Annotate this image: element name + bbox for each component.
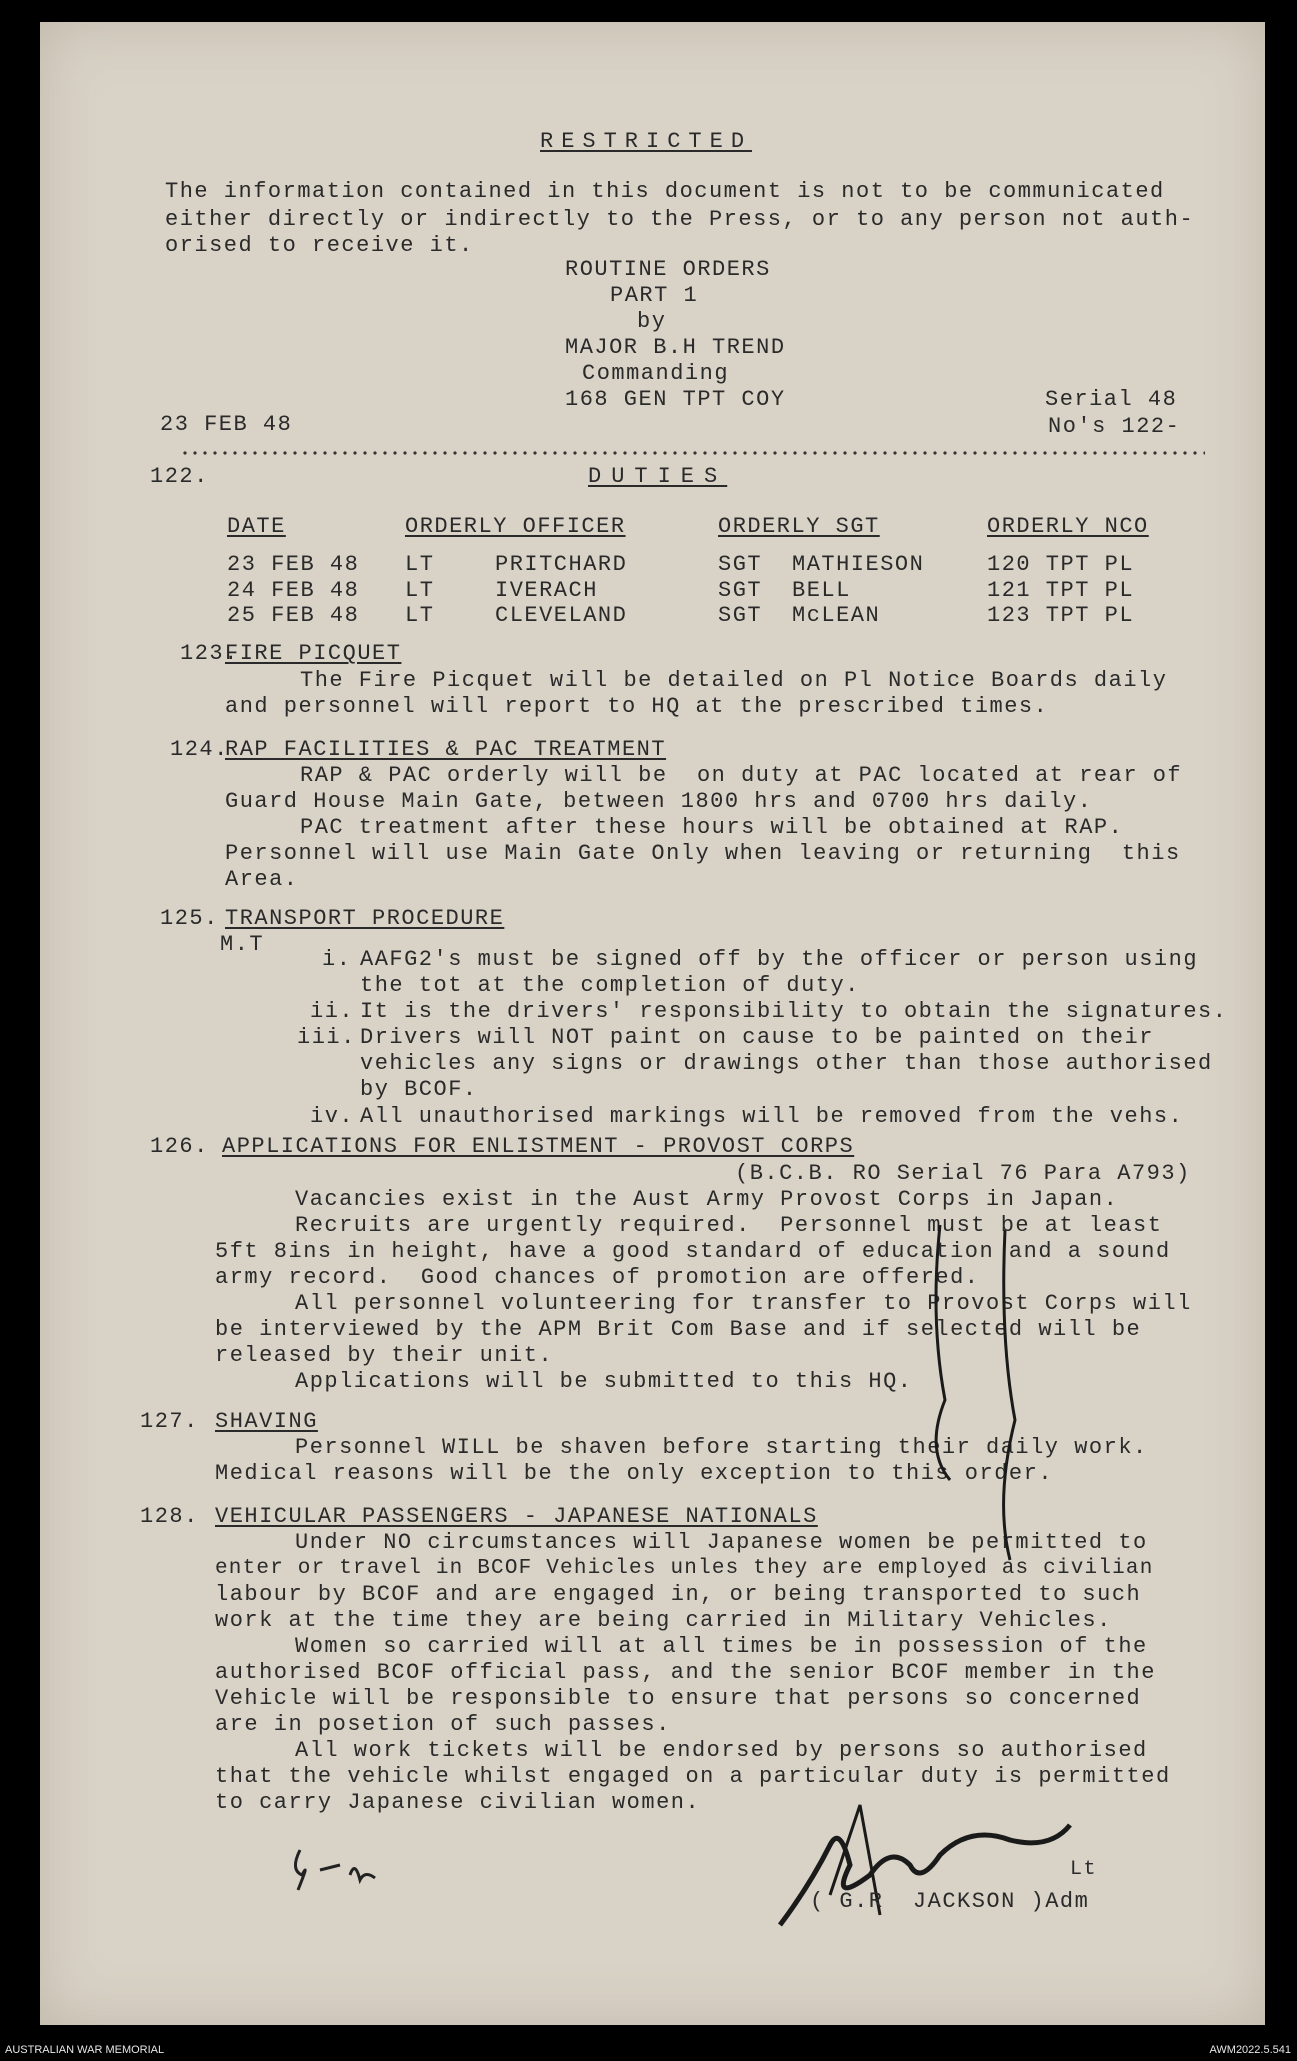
margin-annotation <box>920 1220 1060 1820</box>
order-text: Guard House Main Gate, between 1800 hrs and 0700 hrs daily. <box>225 789 1093 814</box>
order-text: Personnel WILL be shaven before starting their daily work. <box>295 1435 1148 1460</box>
duty-rank: LT <box>405 578 435 603</box>
duty-nco: 120 TPT PL <box>987 552 1135 577</box>
order-text: by BCOF. <box>360 1077 478 1102</box>
duty-sgt-rank: SGT <box>718 578 763 603</box>
duty-officer: PRITCHARD <box>495 552 628 577</box>
order-number: 125. <box>160 906 219 931</box>
duty-date: 25 FEB 48 <box>227 603 360 628</box>
order-heading: TRANSPORT PROCEDURE <box>225 906 505 931</box>
order-heading: APPLICATIONS FOR ENLISTMENT - PROVOST CORPS <box>222 1134 855 1159</box>
order-text: 5ft 8ins in height, have a good standard of education and a sound <box>215 1239 1171 1264</box>
serial-number: Serial 48 <box>1045 387 1178 412</box>
duty-sgt: McLEAN <box>792 603 881 628</box>
duty-officer: CLEVELAND <box>495 603 628 628</box>
column-header: ORDERLY NCO <box>987 514 1149 539</box>
order-text: The Fire Picquet will be detailed on Pl Notice Boards daily <box>300 668 1168 693</box>
archive-credit: AUSTRALIAN WAR MEMORIAL <box>5 2044 165 2056</box>
signature-rank: Lt <box>1070 1858 1098 1881</box>
title-line: Commanding <box>582 361 730 386</box>
notice-line: The information contained in this document is not to be communicated <box>165 179 1165 204</box>
order-text: labour by BCOF and are engaged in, or being transported to such <box>215 1582 1142 1607</box>
order-text: that the vehicle whilst engaged on a particular duty is permitted <box>215 1764 1171 1789</box>
order-text: RAP & PAC orderly will be on duty at PAC located at rear of <box>300 763 1183 788</box>
duty-sgt: BELL <box>792 578 851 603</box>
order-text: Area. <box>225 867 299 892</box>
column-header: DATE <box>227 514 286 539</box>
order-heading: RAP FACILITIES & PAC TREATMENT <box>225 737 667 762</box>
order-text: enter or travel in BCOF Vehicles unles they are employed as civilian <box>215 1557 1154 1580</box>
order-text: are in posetion of such passes. <box>215 1712 671 1737</box>
column-header: ORDERLY SGT <box>718 514 880 539</box>
duty-sgt-rank: SGT <box>718 603 763 628</box>
order-text: Medical reasons will be the only exception to this order. <box>215 1461 1054 1486</box>
item-number: iv. <box>310 1104 355 1129</box>
order-text: Under NO circumstances will Japanese women be permitted to <box>295 1530 1148 1555</box>
order-number: 126. <box>150 1134 209 1159</box>
archive-reference: AWM2022.5.541 <box>1209 2044 1291 2056</box>
classification-heading: RESTRICTED <box>540 129 753 154</box>
notice-line: orised to receive it. <box>165 233 474 258</box>
order-text: authorised BCOF official pass, and the senior BCOF member in the <box>215 1660 1156 1685</box>
order-text: be interviewed by the APM Brit Com Base and if selected will be <box>215 1317 1142 1342</box>
signatory-name: ( G.R JACKSON )Adm <box>810 1889 1090 1914</box>
nos-range: No's 122- <box>1048 414 1181 439</box>
order-number: 123. <box>180 641 239 666</box>
title-line: by <box>637 309 667 334</box>
duty-sgt: MATHIESON <box>792 552 925 577</box>
order-number: 124. <box>170 737 229 762</box>
duty-nco: 123 TPT PL <box>987 603 1135 628</box>
order-reference: (B.C.B. RO Serial 76 Para A793) <box>735 1161 1191 1186</box>
duty-date: 24 FEB 48 <box>227 578 360 603</box>
order-text: Vacancies exist in the Aust Army Provost Corps in Japan. <box>295 1187 1119 1212</box>
order-text: Vehicle will be responsible to ensure that persons so concerned <box>215 1686 1142 1711</box>
dotted-divider <box>180 450 1205 456</box>
order-text: All work tickets will be endorsed by persons so authorised <box>295 1738 1148 1763</box>
order-text: Applications will be submitted to this HQ. <box>295 1369 913 1394</box>
duty-date: 23 FEB 48 <box>227 552 360 577</box>
title-line: PART 1 <box>610 283 699 308</box>
item-number: iii. <box>297 1025 356 1050</box>
order-heading: VEHICULAR PASSENGERS - JAPANESE NATIONALS <box>215 1504 818 1529</box>
notice-line: either directly or indirectly to the Press, or to any person not auth- <box>165 207 1195 232</box>
duty-officer: IVERACH <box>495 578 598 603</box>
order-text: AAFG2's must be signed off by the officer or person using <box>360 947 1199 972</box>
order-text: Women so carried will at all times be in possession of the <box>295 1634 1148 1659</box>
column-header: ORDERLY OFFICER <box>405 514 626 539</box>
duty-sgt-rank: SGT <box>718 552 763 577</box>
order-text: All personnel volunteering for transfer to Provost Corps will <box>295 1291 1192 1316</box>
order-heading: FIRE PICQUET <box>225 641 402 666</box>
order-text: army record. Good chances of promotion are offered. <box>215 1265 980 1290</box>
initials-signature <box>280 1840 400 1910</box>
order-subheading: M.T <box>220 932 265 957</box>
order-text: All unauthorised markings will be removed from the vehs. <box>360 1104 1184 1129</box>
order-number: 127. <box>140 1409 199 1434</box>
order-text: Personnel will use Main Gate Only when leaving or returning this <box>225 841 1181 866</box>
order-text: vehicles any signs or drawings other than those authorised <box>360 1051 1213 1076</box>
document-date: 23 FEB 48 <box>160 412 293 437</box>
item-number: ii. <box>310 999 355 1024</box>
order-text: Drivers will NOT paint on cause to be painted on their <box>360 1025 1154 1050</box>
order-text: and personnel will report to HQ at the prescribed times. <box>225 694 1049 719</box>
order-text: PAC treatment after these hours will be obtained at RAP. <box>300 815 1124 840</box>
order-text: It is the drivers' responsibility to obtain the signatures. <box>360 999 1228 1024</box>
order-text: the tot at the completion of duty. <box>360 973 860 998</box>
duty-rank: LT <box>405 603 435 628</box>
order-text: released by their unit. <box>215 1343 554 1368</box>
title-line: MAJOR B.H TREND <box>565 335 786 360</box>
duty-rank: LT <box>405 552 435 577</box>
order-text: to carry Japanese civilian women. <box>215 1790 701 1815</box>
title-line: 168 GEN TPT COY <box>565 387 786 412</box>
order-text: work at the time they are being carried in Military Vehicles. <box>215 1608 1112 1633</box>
item-number: i. <box>322 947 352 972</box>
order-number: 122. <box>150 464 209 489</box>
order-heading: DUTIES <box>588 464 728 489</box>
order-number: 128. <box>140 1504 199 1529</box>
order-text: Recruits are urgently required. Personnel must be at least <box>295 1213 1163 1238</box>
duty-nco: 121 TPT PL <box>987 578 1135 603</box>
title-line: ROUTINE ORDERS <box>565 257 771 282</box>
order-heading: SHAVING <box>215 1409 318 1434</box>
